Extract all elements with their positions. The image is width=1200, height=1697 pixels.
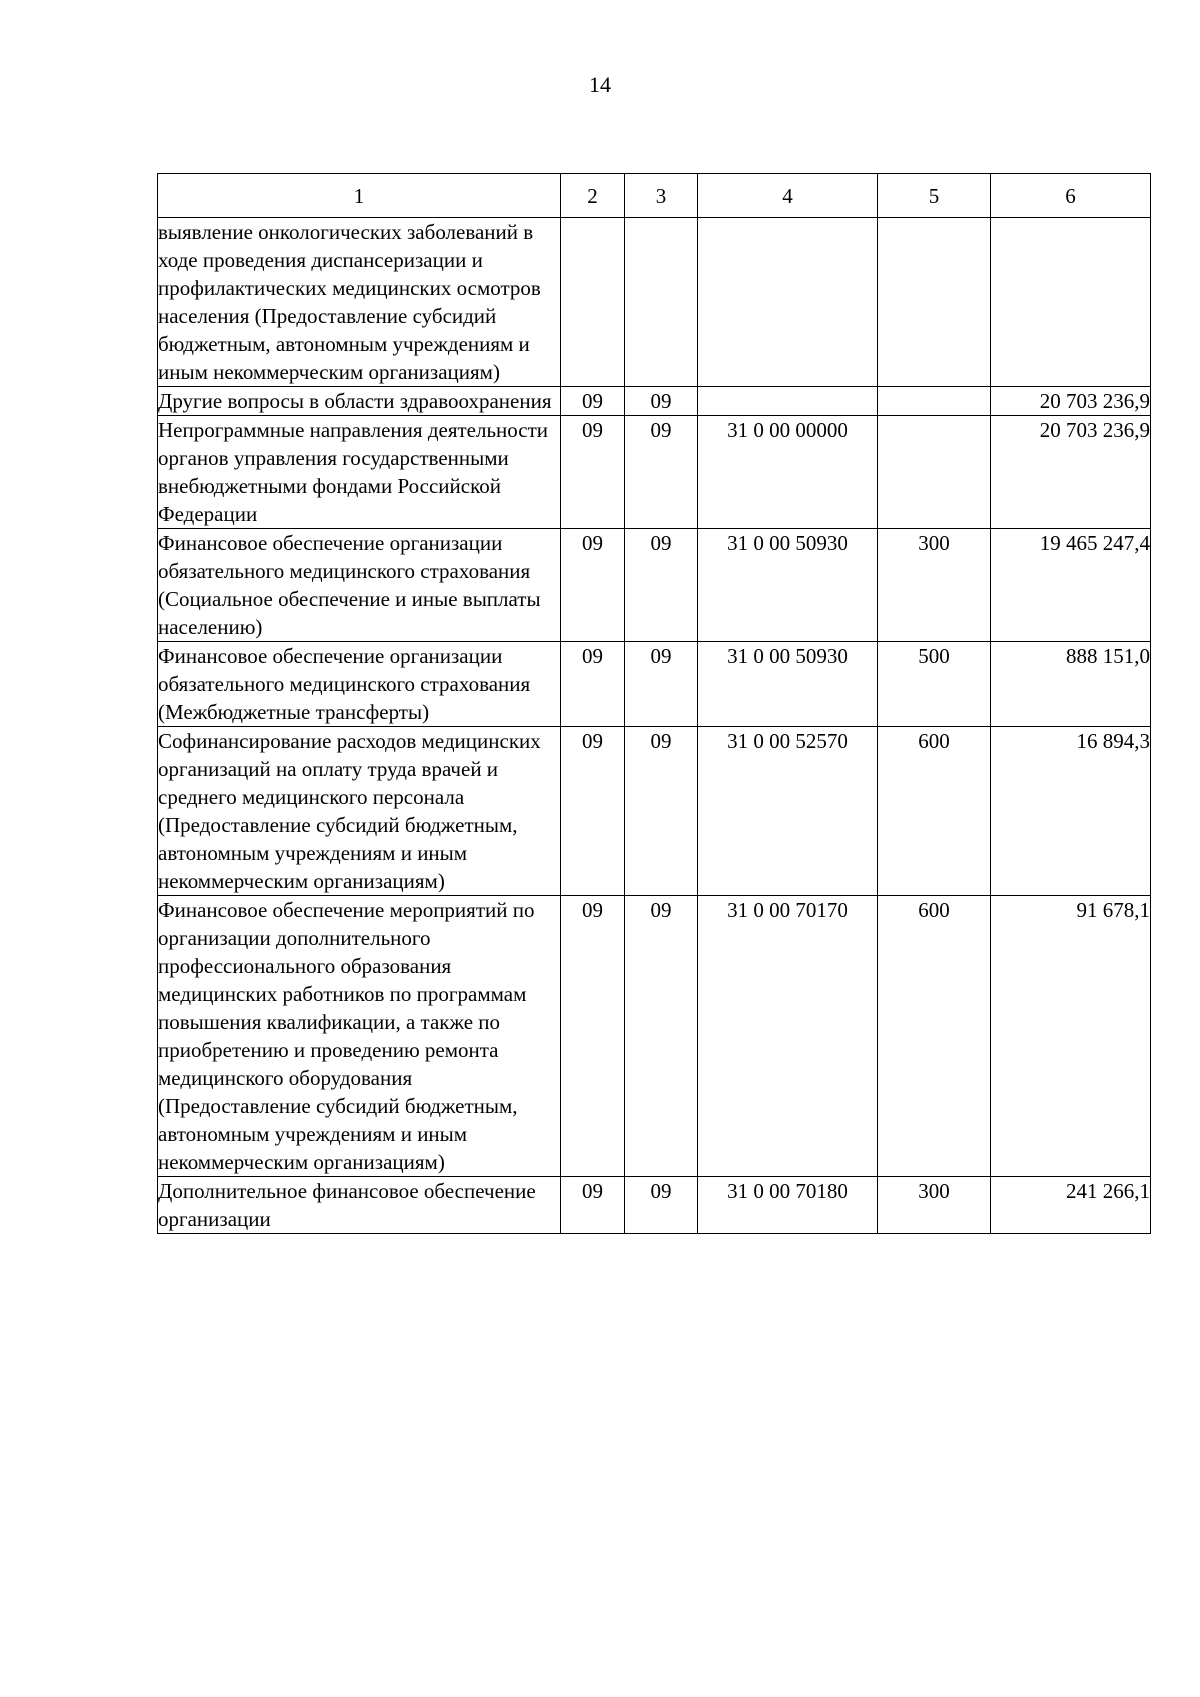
- row-section: 09: [561, 529, 625, 642]
- row-section: 09: [561, 727, 625, 896]
- header-col-5: 5: [878, 174, 991, 218]
- row-subsection: 09: [625, 416, 698, 529]
- row-subsection: 09: [625, 387, 698, 416]
- row-expense-type: 600: [878, 727, 991, 896]
- table-row: [158, 1177, 1151, 1234]
- row-section: 09: [561, 387, 625, 416]
- row-expense-type: 300: [878, 1177, 991, 1234]
- row-target-article: [698, 387, 878, 416]
- row-amount: 16 894,3: [991, 727, 1151, 896]
- row-expense-type: [878, 218, 991, 387]
- row-section: [561, 218, 625, 387]
- row-name: Непрограммные направления деятельности органов управления государственными внебюджетными фондами Российской Федерации: [158, 416, 561, 529]
- row-subsection: 09: [625, 727, 698, 896]
- row-amount: 20 703 236,9: [991, 416, 1151, 529]
- row-target-article: 31 0 00 50930: [698, 529, 878, 642]
- page-number: 14: [589, 72, 611, 97]
- row-section: 09: [561, 896, 625, 1177]
- table-row: [158, 529, 1151, 642]
- row-target-article: 31 0 00 50930: [698, 642, 878, 727]
- row-target-article: [698, 218, 878, 387]
- row-amount: 19 465 247,4: [991, 529, 1151, 642]
- row-section: 09: [561, 1177, 625, 1234]
- budget-table: [157, 173, 1151, 1234]
- row-name: Софинансирование расходов медицинских организаций на оплату труда врачей и среднего медицинского персонала (Предоставление субсидий бюджетным, автономным учреждениям и иным некоммерческим организациям): [158, 727, 561, 896]
- row-expense-type: [878, 387, 991, 416]
- row-subsection: [625, 218, 698, 387]
- row-name: Финансовое обеспечение организации обязательного медицинского страхования (Межбюджетные трансферты): [158, 642, 561, 727]
- row-amount: 91 678,1: [991, 896, 1151, 1177]
- row-expense-type: 300: [878, 529, 991, 642]
- header-col-6: 6: [991, 174, 1151, 218]
- row-section: 09: [561, 416, 625, 529]
- table-row: [158, 387, 1151, 416]
- row-amount: [991, 218, 1151, 387]
- row-subsection: 09: [625, 896, 698, 1177]
- table-row: [158, 218, 1151, 387]
- header-col-1: 1: [158, 174, 561, 218]
- table-header-row: [158, 174, 1151, 218]
- header-col-2: 2: [561, 174, 625, 218]
- row-name: выявление онкологических заболеваний в ходе проведения диспансеризации и профилактических медицинских осмотров населения (Предоставление субсидий бюджетным, автономным учреждениям и иным некоммерческим организациям): [158, 218, 561, 387]
- row-name: Дополнительное финансовое обеспечение организации: [158, 1177, 561, 1234]
- row-section: 09: [561, 642, 625, 727]
- row-expense-type: 600: [878, 896, 991, 1177]
- table-row: [158, 896, 1151, 1177]
- table-row: [158, 642, 1151, 727]
- row-amount: 241 266,1: [991, 1177, 1151, 1234]
- header-col-3: 3: [625, 174, 698, 218]
- row-amount: 888 151,0: [991, 642, 1151, 727]
- row-subsection: 09: [625, 642, 698, 727]
- row-name: Финансовое обеспечение организации обязательного медицинского страхования (Социальное обеспечение и иные выплаты населению): [158, 529, 561, 642]
- row-target-article: 31 0 00 70170: [698, 896, 878, 1177]
- table-row: [158, 727, 1151, 896]
- row-subsection: 09: [625, 1177, 698, 1234]
- row-amount: 20 703 236,9: [991, 387, 1151, 416]
- header-col-4: 4: [698, 174, 878, 218]
- row-name: Финансовое обеспечение мероприятий по организации дополнительного профессионального образования медицинских работников по программам повышения квалификации, а также по приобретению и проведению ремонта медицинского оборудования (Предоставление субсидий бюджетным, автономным учреждениям и иным некоммерческим организациям): [158, 896, 561, 1177]
- table-row: [158, 416, 1151, 529]
- row-target-article: 31 0 00 00000: [698, 416, 878, 529]
- row-name: Другие вопросы в области здравоохранения: [158, 387, 561, 416]
- row-target-article: 31 0 00 70180: [698, 1177, 878, 1234]
- row-expense-type: [878, 416, 991, 529]
- row-subsection: 09: [625, 529, 698, 642]
- row-expense-type: 500: [878, 642, 991, 727]
- row-target-article: 31 0 00 52570: [698, 727, 878, 896]
